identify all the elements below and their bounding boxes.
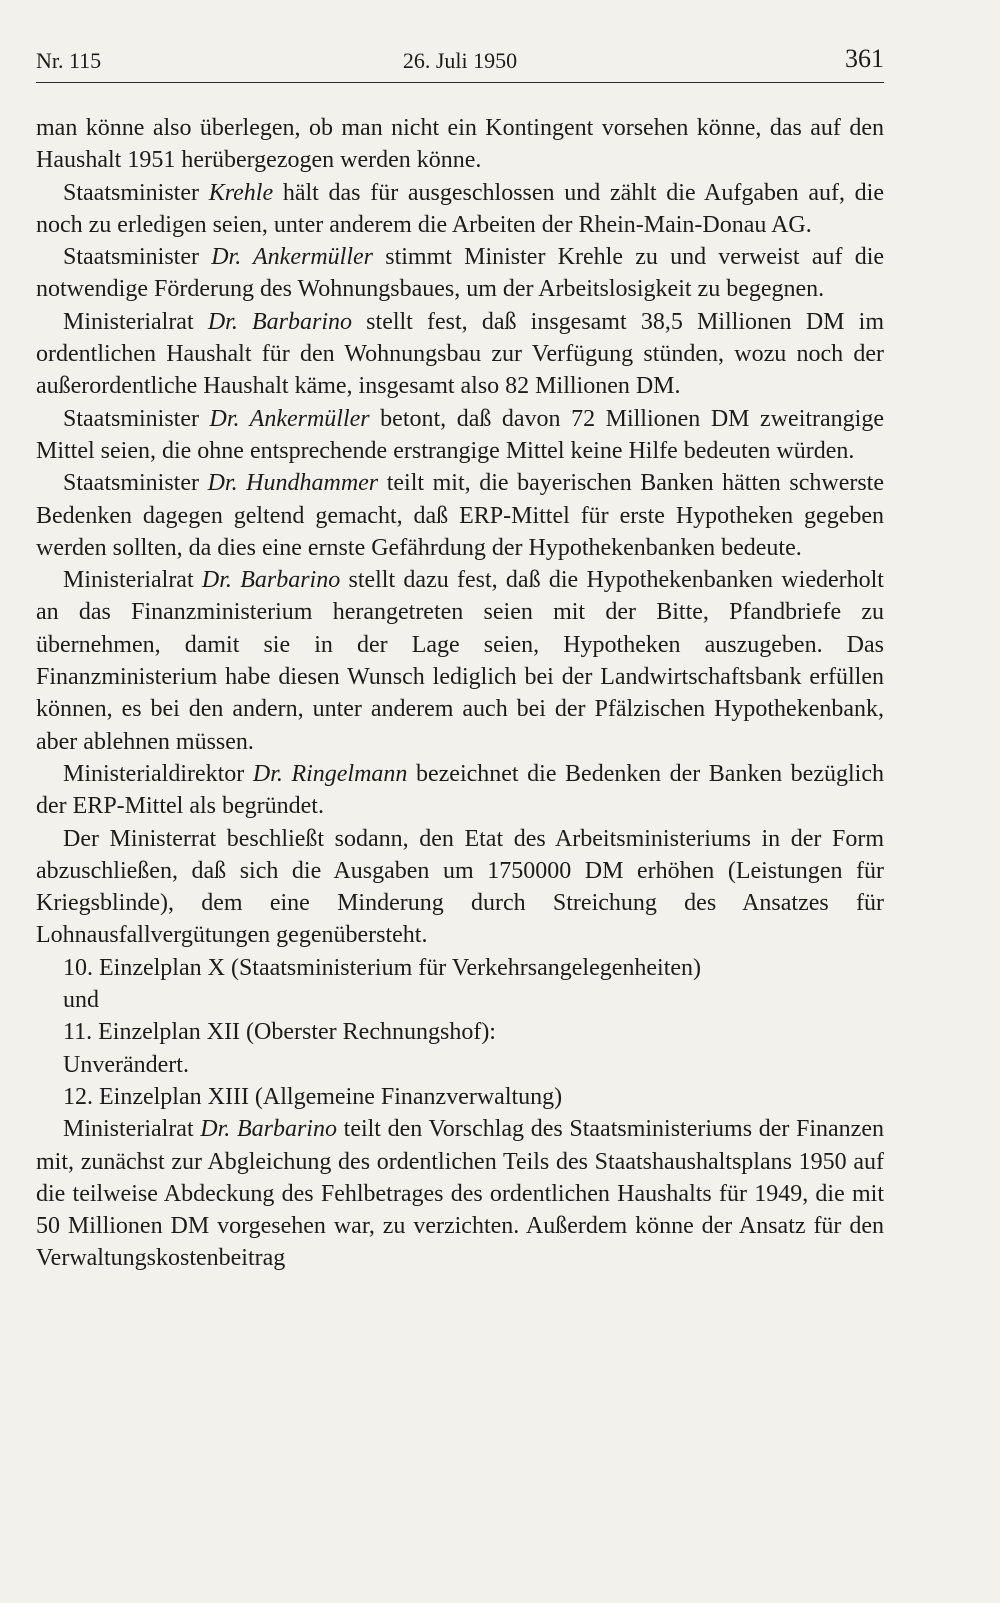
paragraph xyxy=(36,564,884,758)
text-run: Ministerialrat xyxy=(63,1116,201,1143)
person-name: Krehle xyxy=(208,179,274,206)
paragraph xyxy=(36,823,884,952)
text-run: bezeichnet die Bedenken der Banken bezüglich der ERP-Mittel als begründet. xyxy=(36,760,884,820)
paragraph xyxy=(36,984,884,1016)
text-run: hält das für ausgeschlossen und zählt die Aufgaben auf, die noch zu erledigen seien, unter anderem die Arbeiten der Rhein-Main-Donau AG. xyxy=(36,179,884,238)
paragraph xyxy=(36,952,884,984)
text-run: Staatsminister xyxy=(63,179,209,206)
text-run: 12. Einzelplan XIII (Allgemeine Finanzverwaltung) xyxy=(63,1083,563,1110)
running-header xyxy=(36,44,884,83)
text-run: stellt fest, daß insgesamt 38,5 Millionen DM im ordentlichen Haushalt für den Wohnungsbau zur Verfügung stünden, wozu noch der außerordentliche Haushalt käme, insgesamt also 82 Millionen DM. xyxy=(36,308,884,400)
paragraph xyxy=(36,403,884,468)
text-run: Unverändert. xyxy=(63,1051,189,1078)
person-name: Dr. Barbarino xyxy=(200,1116,337,1143)
paragraph xyxy=(36,467,884,564)
text-run: stellt dazu fest, daß die Hypothekenbanken wiederholt an das Finanzministerium herangetreten seien mit der Bitte, Pfandbriefe zu übernehmen, damit sie in der Lage seien, Hypotheken auszugeben. Das Finanzministerium habe diesen Wunsch lediglich bei der Landwirtschaftsbank erfüllen können, es bei den andern, unter anderem auch bei der Pfälzischen Hypothekenbank, aber ablehnen müssen. xyxy=(36,567,884,755)
paragraph xyxy=(36,177,884,242)
text-run: stimmt Minister Krehle zu und verweist auf die notwendige Förderung des Wohnungsbaues, um der Arbeitslosigkeit zu begegnen. xyxy=(36,244,885,303)
paragraph xyxy=(36,758,884,823)
document-number: Nr. 115 xyxy=(36,48,102,73)
body-text xyxy=(36,112,884,1275)
person-name: Dr. Ankermüller xyxy=(209,405,370,432)
text-run: betont, daß davon 72 Millionen DM zweitrangige Mittel seien, die ohne entsprechende erstrangige Mittel keine Hilfe bedeuten würden. xyxy=(36,405,884,464)
person-name: Dr. Barbarino xyxy=(207,308,353,335)
text-run: 10. Einzelplan X (Staatsministerium für Verkehrsangelegenheiten) xyxy=(63,954,702,981)
text-run: Staatsminister xyxy=(63,405,210,432)
text-run: Staatsminister xyxy=(63,470,208,497)
paragraph xyxy=(36,1049,884,1081)
text-run: teilt mit, die bayerischen Banken hätten schwerste Bedenken dagegen geltend gemacht, daß ERP-Mittel für erste Hypotheken gegeben werden sollten, da dies eine ernste Gefährdung der Hypothekenbanken bedeute. xyxy=(36,470,885,561)
text-run: Staatsminister xyxy=(63,244,212,271)
paragraph xyxy=(36,1016,884,1048)
page-number: 361 xyxy=(845,44,884,73)
paragraph xyxy=(36,112,884,177)
text-run: Ministerialdirektor xyxy=(63,760,253,787)
text-run: und xyxy=(63,987,99,1014)
text-run: 11. Einzelplan XII (Oberster Rechnungshof): xyxy=(63,1019,496,1046)
person-name: Dr. Ankermüller xyxy=(211,244,373,271)
paragraph xyxy=(36,241,884,306)
paragraph xyxy=(36,1113,884,1274)
person-name: Dr. Ringelmann xyxy=(252,760,408,787)
document-date: 26. Juli 1950 xyxy=(402,48,518,73)
paragraph xyxy=(36,306,884,403)
paragraph xyxy=(36,1081,884,1113)
text-run: man könne also überlegen, ob man nicht ein Kontingent vorsehen könne, das auf den Haushalt 1951 herübergezogen werden könne. xyxy=(36,115,884,174)
person-name: Dr. Hundhammer xyxy=(207,470,379,497)
person-name: Dr. Barbarino xyxy=(201,567,341,594)
text-run: Ministerialrat xyxy=(63,567,202,594)
text-run: Der Ministerrat beschließt sodann, den Etat des Arbeitsministeriums in der Form abzuschließen, daß sich die Ausgaben um 1750000 DM erhöhen (Leistungen für Kriegsblinde), dem eine Minderung durch Streichung des Ansatzes für Lohnausfallvergütungen gegenübersteht. xyxy=(36,825,884,949)
text-run: teilt den Vorschlag des Staatsministeriums der Finanzen mit, zunächst zur Abgleichung des ordentlichen Teils des Staatshaushaltsplans 1950 auf die teilweise Abdeckung des Fehlbetrages des ordentlichen Haushalts für 1949, die mit 50 Millionen DM vorgesehen war, zu verzichten. Außerdem könne der Ansatz für den Verwaltungskostenbeitrag xyxy=(36,1116,884,1272)
text-run: Ministerialrat xyxy=(63,308,208,335)
